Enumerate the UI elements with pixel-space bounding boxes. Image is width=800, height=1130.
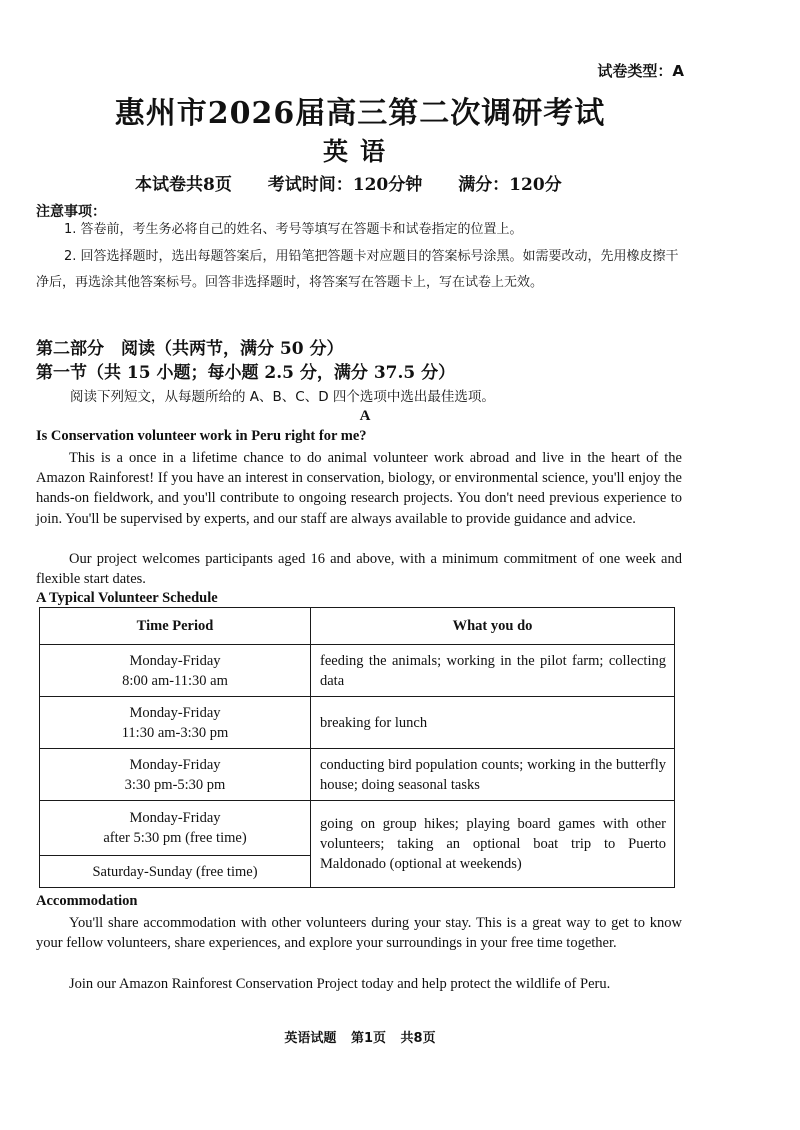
passage-paragraph-3: You'll share accommodation with other volunteers during your stay. This is a great way to get to know your fellow volunteers, share experiences, and explore your surroundings in your free time together. — [36, 915, 682, 952]
accommodation-title: Accommodation — [36, 893, 138, 909]
table-row — [40, 801, 675, 856]
time-range: 8:00 am-11:30 am — [122, 672, 228, 689]
footer-subject: 英语试题 — [284, 1031, 337, 1046]
passage-label: A — [359, 408, 371, 424]
activity-cell: breaking for lunch — [311, 697, 675, 749]
table-row — [40, 645, 675, 697]
passage-title: Is Conservation volunteer work in Peru right for me? — [36, 428, 367, 444]
page-footer — [0, 1027, 720, 1046]
time-day: Saturday-Sunday (free time) — [92, 863, 258, 880]
header-time-period: Time Period — [40, 608, 311, 645]
part-title: 第二部分 阅读（共两节，满分 50 分） — [36, 339, 344, 359]
time-range: 11:30 am-3:30 pm — [121, 724, 229, 741]
subject-title: 英语 — [322, 137, 397, 166]
schedule-table — [39, 607, 675, 888]
time-cell — [40, 697, 311, 749]
footer-page-number: 第1页 — [350, 1031, 386, 1046]
time-day: Monday-Friday — [129, 704, 221, 721]
table-header-row — [40, 608, 675, 645]
passage-paragraph-2: Our project welcomes participants aged 16 and above, with a minimum commitment of one week and flexible start dates. — [36, 551, 682, 588]
time-day: Monday-Friday — [129, 810, 221, 826]
exam-duration: 考试时间：120分钟 — [267, 175, 423, 195]
paper-type-label: 试卷类型：A — [597, 62, 684, 80]
time-cell — [40, 856, 311, 888]
notice-item-2: 2. 回答选择题时，选出每题答案后，用铅笔把答题卡对应题目的答案标号涂黑。如需要改动，先用橡皮擦干净后，再选涂其他答案标号。回答非选择题时，将答案写在答题卡上，写在试卷上无效。 — [36, 249, 679, 290]
activity-cell: conducting bird population counts; working in the butterfly house; doing seasonal tasks — [311, 749, 675, 801]
time-day: Monday-Friday — [129, 756, 221, 773]
time-day: Monday-Friday — [129, 652, 221, 669]
page-count: 本试卷共8页 — [135, 175, 232, 195]
passage-paragraph-1: This is a once in a lifetime chance to do animal volunteer work abroad and live in the heart of the Amazon Rainforest! If you have an interest in conservation, biology, or environmental science, you'll enjoy the hands-on fieldwork, and you'll contribute to ongoing research projects. You don't need previous experience to join. You'll be supervised by experts, and our staff are always available to provide guidance and advice. — [36, 450, 682, 527]
activity-cell: feeding the animals; working in the pilot farm; collecting data — [311, 645, 675, 697]
table-row — [40, 697, 675, 749]
exam-title: 惠州市2026届高三第二次调研考试 — [114, 96, 606, 131]
footer-total-pages: 共8页 — [400, 1031, 436, 1046]
exam-meta — [135, 170, 592, 195]
section-title: 第一节（共 15 小题；每小题 2.5 分，满分 37.5 分） — [36, 363, 456, 383]
full-score: 满分：120分 — [458, 175, 562, 195]
notice-title: 注意事项： — [36, 204, 106, 220]
instruction-text: 阅读下列短文，从每题所给的 A、B、C、D 四个选项中选出最佳选项。 — [70, 389, 495, 405]
notice-item-1: 1. 答卷前，考生务必将自己的姓名、考号等填写在答题卡和试卷指定的位置上。 — [64, 222, 523, 237]
time-range: after 5:30 pm (free time) — [103, 830, 247, 846]
time-range: 3:30 pm-5:30 pm — [124, 776, 226, 793]
time-cell — [40, 645, 311, 697]
table-row — [40, 749, 675, 801]
schedule-title: A Typical Volunteer Schedule — [36, 590, 218, 606]
passage-paragraph-4: Join our Amazon Rainforest Conservation Project today and help protect the wildlife of Peru. — [69, 976, 611, 992]
activity-cell: going on group hikes; playing board games with other volunteers; taking an optional boat trip to Puerto Maldonado (optional at weekends) — [311, 801, 675, 888]
time-cell — [40, 801, 311, 856]
header-what-you-do: What you do — [311, 608, 675, 645]
time-cell — [40, 749, 311, 801]
